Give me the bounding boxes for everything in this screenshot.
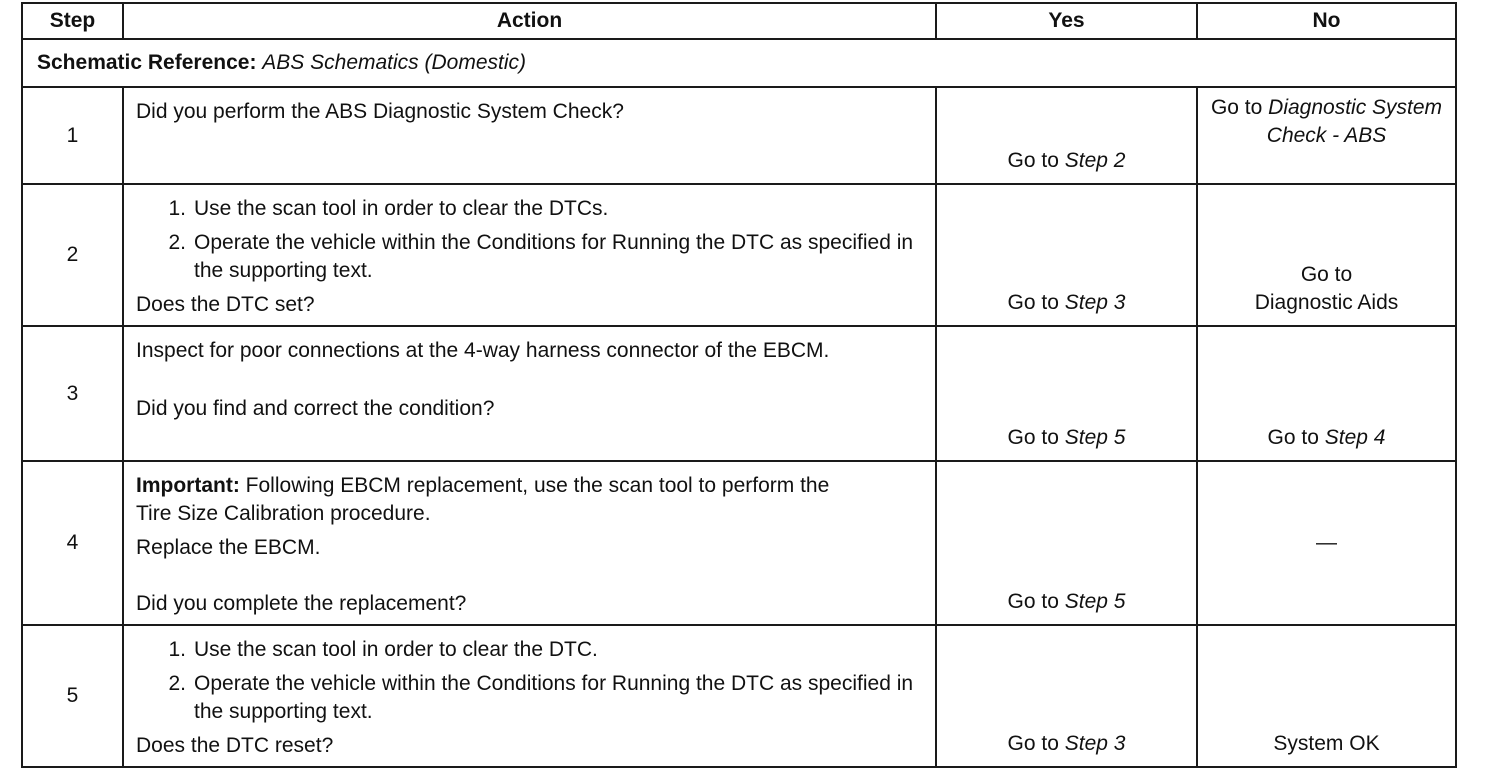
yes-prefix: Go to [1007, 590, 1059, 613]
action-text: Replace the EBCM. [136, 536, 321, 559]
action-cell [123, 625, 936, 767]
no-target: Diagnostic System Check - ABS [1266, 96, 1443, 147]
important-label: Important: [136, 474, 240, 497]
no-prefix: Go to [1210, 96, 1263, 119]
yes-target: Step 3 [1064, 732, 1126, 755]
list-number: 2. [168, 672, 186, 695]
no-cell [1197, 326, 1456, 461]
schematic-reference [22, 39, 1456, 87]
yes-cell [936, 326, 1197, 461]
action-question: Does the DTC reset? [136, 734, 334, 757]
action-question: Did you complete the replacement? [136, 592, 467, 615]
step-number: 3 [22, 326, 123, 461]
header-step: Step [22, 3, 123, 39]
header-no: No [1197, 3, 1456, 39]
step-number: 1 [22, 87, 123, 184]
header-row [22, 3, 1456, 39]
list-text: Operate the vehicle within the Conditions for Running the DTC as specified in the supporting text. [194, 231, 914, 282]
important-text: Following EBCM replacement, use the scan tool to perform the Tire Size Calibration procedure. [136, 474, 830, 525]
no-cell [1197, 184, 1456, 326]
action-cell [123, 461, 936, 625]
table-row [22, 625, 1456, 767]
header-yes: Yes [936, 3, 1197, 39]
action-question: Did you perform the ABS Diagnostic System Check? [136, 100, 624, 123]
list-item [136, 229, 923, 285]
action-cell [123, 87, 936, 184]
list-number: 2. [168, 231, 186, 254]
action-cell [123, 184, 936, 326]
list-item [136, 670, 923, 726]
yes-cell [936, 625, 1197, 767]
table-row [22, 184, 1456, 326]
list-text: Use the scan tool in order to clear the DTC. [194, 638, 598, 661]
no-prefix: Go to [1267, 426, 1319, 449]
table-row [22, 87, 1456, 184]
yes-prefix: Go to [1007, 732, 1059, 755]
no-target: Diagnostic Aids [1254, 291, 1399, 314]
schematic-label: Schematic Reference: [37, 51, 257, 74]
list-text: Use the scan tool in order to clear the DTCs. [194, 197, 609, 220]
table-row [22, 461, 1456, 625]
list-item [136, 195, 923, 223]
yes-cell [936, 461, 1197, 625]
diagnostic-table [21, 2, 1457, 768]
yes-target: Step 5 [1064, 426, 1126, 449]
step-number: 2 [22, 184, 123, 326]
yes-target: Step 5 [1064, 590, 1126, 613]
yes-cell [936, 184, 1197, 326]
yes-target: Step 3 [1064, 291, 1126, 314]
no-cell: — [1197, 461, 1456, 625]
step-number: 5 [22, 625, 123, 767]
schematic-row [22, 39, 1456, 87]
action-text: Inspect for poor connections at the 4-way harness connector of the EBCM. [136, 339, 830, 362]
action-list [136, 636, 923, 726]
action-question: Does the DTC set? [136, 293, 315, 316]
yes-target: Step 2 [1064, 149, 1126, 172]
action-list [136, 195, 923, 285]
no-prefix: Go to [1300, 263, 1353, 286]
header-action: Action [123, 3, 936, 39]
table-row [22, 326, 1456, 461]
action-question: Did you find and correct the condition? [136, 397, 495, 420]
list-text: Operate the vehicle within the Conditions for Running the DTC as specified in the supporting text. [194, 672, 914, 723]
yes-cell [936, 87, 1197, 184]
list-item [136, 636, 923, 664]
no-cell [1197, 87, 1456, 184]
action-cell [123, 326, 936, 461]
important-note [136, 472, 923, 528]
no-cell: System OK [1197, 625, 1456, 767]
yes-prefix: Go to [1007, 149, 1059, 172]
list-number: 1. [168, 197, 186, 220]
no-target: Step 4 [1324, 426, 1386, 449]
list-number: 1. [168, 638, 186, 661]
yes-prefix: Go to [1007, 291, 1059, 314]
schematic-value: ABS Schematics (Domestic) [262, 51, 527, 74]
step-number: 4 [22, 461, 123, 625]
yes-prefix: Go to [1007, 426, 1059, 449]
